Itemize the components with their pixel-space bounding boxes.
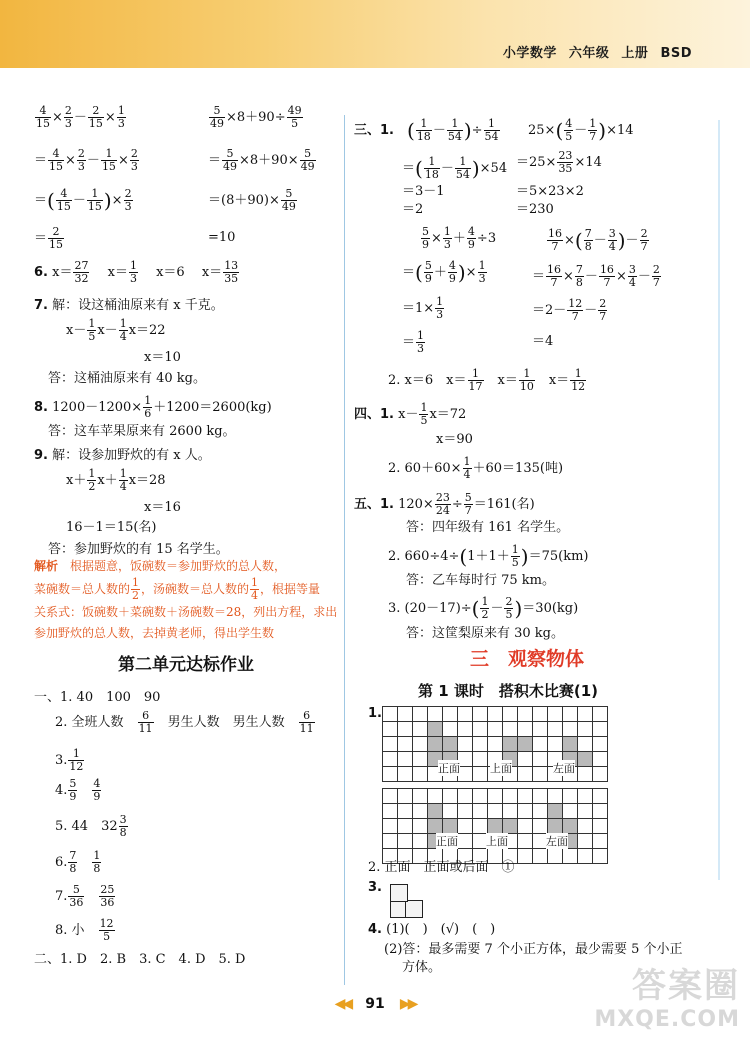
s3-expr-b3: ＝5×23×2 — [516, 184, 584, 199]
q9-subtraction: 16－1＝15(名) — [66, 520, 157, 535]
analysis-note: 解析 根据题意，饭碗数＝参加野炊的总人数， 菜碗数＝总人数的 $\frac{1}{2}$ ，汤碗数＝总人数的 $\frac{1}{4}$ ，根据等量 关系式：饭碗数＋菜碗数＋汤碗数＝28，列出方程，求出 参加野炊的总人数，去掉黄老师，得出学生数 — [34, 559, 338, 640]
s1-item8: 8. 小 $\frac{12}{5}$ — [55, 917, 114, 943]
s3-expr-a3: ＝3－1 — [402, 184, 445, 199]
s3-expr-b1: 25×( $\frac{4}{5}$ － $\frac{1}{7}$ )×14 — [528, 117, 634, 143]
g1-front-label: 正面 — [438, 762, 460, 775]
s3-expr-a4: ＝2 — [402, 202, 424, 217]
g1-top-label: 上面 — [490, 762, 512, 775]
s3-expr-c4: ＝ $\frac{1}{3}$ — [402, 329, 425, 355]
volume-label: 上册 — [621, 46, 649, 61]
q4-part2: (2)答：最多需要 7 个小正方体，最少需要 5 个小正 — [384, 942, 683, 957]
s5-q2: 2. 660÷4÷(1＋1＋ $\frac{1}{5}$ )＝75(km) — [388, 543, 589, 569]
q5-expr-b4: =10 — [208, 230, 236, 245]
s1-item5: 5. 44 32 $\frac{3}{8}$ — [55, 813, 127, 839]
page-number: 91 — [365, 996, 385, 1012]
s3-expr-d2: ＝ $\frac{16}{7}$ × $\frac{7}{8}$ － $\frac{16}{7}$ × $\frac{3}{4}$ － $\frac{2}{7}$ — [532, 263, 660, 289]
s4-q2: 2. 60＋60× $\frac{1}{4}$ ＋60＝135(吨) — [388, 455, 564, 481]
q5-expr-b3: ＝(8＋90)× $\frac{5}{49}$ — [208, 187, 296, 213]
next-page-icon[interactable]: ▶▶ — [399, 996, 416, 1012]
q6-answers: 6. x＝ $\frac{27}{32}$ x＝ $\frac{1}{3}$ x＝6 x＝ $\frac{13}{35}$ — [34, 259, 239, 285]
s3-expr-d1: $\frac{16}{7}$ ×( $\frac{7}{8}$ － $\frac{3}{4}$ )－ $\frac{2}{7}$ — [548, 227, 648, 253]
s2-answers: 二、1. D 2. B 3. C 4. D 5. D — [34, 952, 246, 967]
s1-item4: 4. $\frac{5}{9}$ $\frac{4}{9}$ — [55, 777, 101, 803]
unit3-title: 三 观察物体 — [470, 648, 585, 670]
g2-top-label: 上面 — [486, 835, 508, 848]
view-grid-2 — [382, 788, 608, 864]
watermark: 答案圈 MXQE.COM — [594, 966, 740, 1032]
s3-expr-c1: $\frac{5}{9}$ × $\frac{1}{3}$ ＋ $\frac{4}{9}$ ÷3 — [422, 225, 497, 251]
s3-expr-d4: ＝4 — [532, 334, 554, 349]
q7-equation: x－ $\frac{1}{5}$ x－ $\frac{1}{4}$ x＝22 — [66, 317, 166, 343]
q9-answer: 答：参加野炊的有 15 名学生。 — [48, 542, 229, 557]
book-info — [491, 42, 692, 61]
q9-result: x＝16 — [144, 500, 181, 515]
page-edge-line — [718, 120, 720, 880]
q8-answer: 答：这车苹果原来有 2600 kg。 — [48, 424, 236, 439]
s5-q1: 五、1. 120× $\frac{23}{24}$ ÷ $\frac{5}{7}$ ＝161(名) — [354, 491, 535, 517]
s1-item2: 2. 全班人数 $\frac{6}{11}$ 男生人数 男生人数 $\frac{6}{11}$ — [55, 709, 314, 735]
q5-expr-b1: $\frac{5}{49}$ ×8＋90÷ $\frac{49}{5}$ — [210, 104, 302, 130]
q7-solution: 7. 解：设这桶油原来有 x 千克。 — [34, 298, 224, 313]
s3-expr-c3: ＝1× $\frac{1}{3}$ — [402, 295, 444, 321]
s1-item6: 6. $\frac{7}{8}$ $\frac{1}{8}$ — [55, 849, 101, 875]
s5-q3: 3. (20－17)÷( $\frac{1}{2}$ － $\frac{2}{5}$ )＝30(kg) — [388, 595, 579, 621]
q8-equation: 8. 1200－1200× $\frac{1}{6}$ ＋1200＝2600(kg) — [34, 394, 272, 420]
s3-expr-b2: ＝25× $\frac{23}{35}$ ×14 — [516, 149, 602, 175]
s5-q2-answer: 答：乙车每时行 75 km。 — [406, 573, 556, 588]
g1-label: 1. — [368, 706, 382, 721]
q5-expr-a4: ＝ $\frac{2}{15}$ — [34, 225, 64, 251]
s4-equation: 四、1. x－ $\frac{1}{5}$ x＝72 — [354, 401, 467, 427]
q5-expr-b2: ＝ $\frac{5}{49}$ ×8＋90× $\frac{5}{49}$ — [208, 147, 315, 173]
g1-left-label: 左面 — [553, 762, 575, 775]
lesson-title: 第 1 课时 搭积木比赛(1) — [418, 682, 599, 700]
prev-page-icon[interactable]: ◀◀ — [334, 996, 351, 1012]
s3q2-answers: 2. x＝6 x＝ $\frac{1}{17}$ x＝ $\frac{1}{10}$ x＝ $\frac{1}{12}$ — [388, 367, 586, 393]
s5-q1-answer: 答：四年级有 161 名学生。 — [406, 520, 570, 535]
s3-expr-a1: 三、1. ( $\frac{1}{18}$ － $\frac{1}{54}$ )÷ $\frac{1}{54}$ — [354, 117, 499, 143]
q4-part1: 4. (1)( ) (√) ( ) — [368, 922, 496, 937]
q9-equation: x＋ $\frac{1}{2}$ x＋ $\frac{1}{4}$ x＝28 — [66, 467, 166, 493]
s3-expr-b4: ＝230 — [516, 202, 554, 217]
q7-answer: 答：这桶油原来有 40 kg。 — [48, 371, 207, 386]
grade-label: 六年级 — [568, 46, 610, 61]
unit2-title: 第二单元达标作业 — [118, 655, 254, 675]
s3-expr-c2: ＝( $\frac{5}{9}$ ＋ $\frac{4}{9}$ )× $\frac{1}{3}$ — [402, 259, 486, 285]
q5-expr-a3: ＝( $\frac{4}{15}$ － $\frac{1}{15}$ )× $\frac{2}{3}$ — [34, 187, 132, 213]
s1-item3: 3. $\frac{1}{12}$ — [55, 747, 84, 773]
q9-solution: 9. 解：设参加野炊的有 x 人。 — [34, 448, 211, 463]
q7-result: x＝10 — [144, 350, 181, 365]
q5-expr-a1: $\frac{4}{15}$ × $\frac{2}{3}$ － $\frac{2}{15}$ × $\frac{1}{3}$ — [36, 104, 125, 130]
q3-label: 3. — [368, 880, 382, 895]
subject-label: 小学数学 — [502, 46, 557, 61]
q4-part2-cont: 方体。 — [402, 960, 442, 975]
s1-item7: 7. $\frac{5}{36}$ $\frac{25}{36}$ — [55, 883, 115, 909]
s5-q3-answer: 答：这筐梨原来有 30 kg。 — [406, 626, 565, 641]
s4-result: x＝90 — [436, 432, 473, 447]
s3-expr-a2: ＝( $\frac{1}{18}$ － $\frac{1}{54}$ )×54 — [402, 155, 508, 181]
q5-expr-a2: ＝ $\frac{4}{15}$ × $\frac{2}{3}$ － $\frac{1}{15}$ × $\frac{2}{3}$ — [34, 147, 138, 173]
column-divider — [344, 115, 345, 985]
edition-label: BSD — [660, 46, 692, 61]
g2-front-label: 正面 — [436, 835, 458, 848]
q2-answers: 2. 正面 正面或后面 ① — [368, 860, 515, 875]
g2-left-label: 左面 — [546, 835, 568, 848]
s3-expr-d3: ＝2－ $\frac{12}{7}$ － $\frac{2}{7}$ — [532, 297, 607, 323]
s1-item1: 一、1. 40 100 90 — [34, 690, 161, 705]
